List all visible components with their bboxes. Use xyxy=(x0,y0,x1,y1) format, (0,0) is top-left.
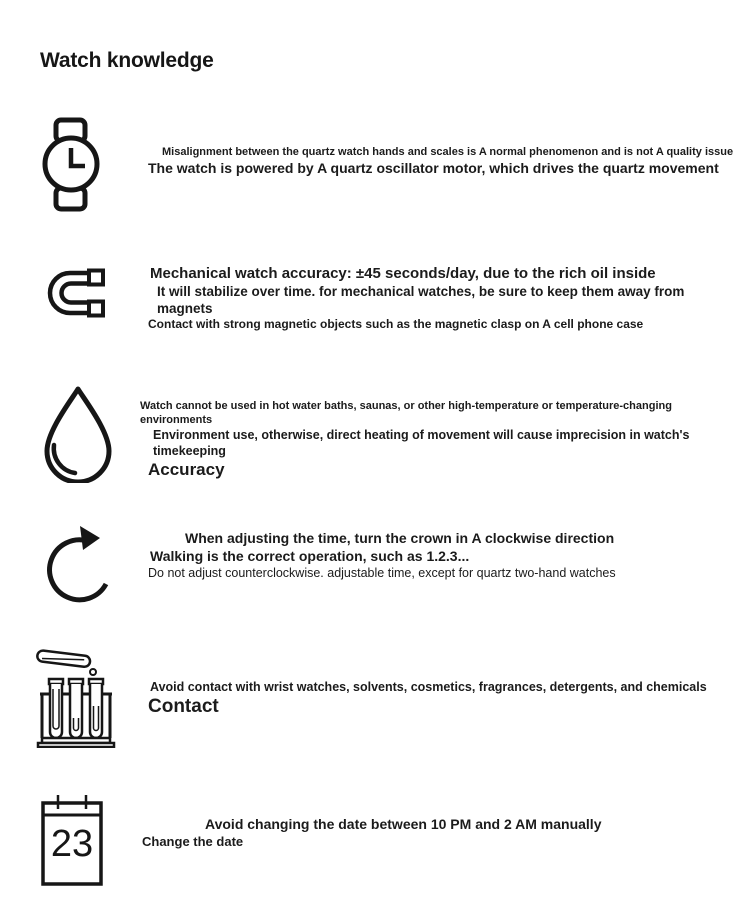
section-text xyxy=(130,529,740,581)
calendar-icon xyxy=(41,795,103,887)
page-title: Watch knowledge xyxy=(40,49,214,73)
test-tubes-icon xyxy=(34,648,118,748)
knowledge-line: Walking is the correct operation, such as 1.2.3... xyxy=(150,548,470,564)
knowledge-line: The watch is powered by A quartz oscillator motor, which drives the quartz movement xyxy=(148,160,719,176)
clockwise-arrow-icon xyxy=(42,524,112,614)
section-date-change xyxy=(0,793,750,893)
knowledge-line: Environment use, otherwise, direct heating of movement will cause imprecision in watch's timekeeping xyxy=(153,428,690,458)
knowledge-line: Watch cannot be used in hot water baths, saunas, or other high-temperature or temperature-changing environments xyxy=(140,400,672,426)
knowledge-line: Contact xyxy=(148,696,219,717)
knowledge-line: Do not adjust counterclockwise. adjustable time, except for quartz two-hand watches xyxy=(148,566,616,580)
section-text xyxy=(130,145,740,177)
knowledge-line: Avoid contact with wrist watches, solvents, cosmetics, fragrances, detergents, and chemicals xyxy=(150,680,707,694)
knowledge-line: Mechanical watch accuracy: ±45 seconds/day, due to the rich oil inside xyxy=(150,265,656,282)
section-quartz-movement xyxy=(0,117,750,237)
knowledge-line: Misalignment between the quartz watch hands and scales is A normal phenomenon and is not A quality issue xyxy=(162,146,734,158)
section-text xyxy=(130,679,740,719)
knowledge-line: It will stabilize over time. for mechanical watches, be sure to keep them away from magnets xyxy=(157,284,685,316)
knowledge-line: Avoid changing the date between 10 PM and 2 AM manually xyxy=(205,816,602,832)
section-magnetism xyxy=(0,262,750,342)
magnet-icon xyxy=(44,267,108,319)
watch-icon xyxy=(42,117,100,212)
knowledge-line: Contact with strong magnetic objects such as the magnetic clasp on A cell phone case xyxy=(148,317,644,331)
section-text xyxy=(130,264,740,332)
section-temperature-accuracy xyxy=(0,385,750,495)
section-text xyxy=(130,815,740,850)
calendar-day-number: 23 xyxy=(50,823,94,865)
knowledge-line: Accuracy xyxy=(148,460,225,479)
section-text xyxy=(130,399,740,480)
knowledge-line: When adjusting the time, turn the crown in A clockwise direction xyxy=(185,530,615,546)
knowledge-line: Change the date xyxy=(142,834,244,849)
section-chemical-contact xyxy=(0,645,750,760)
water-drop-icon xyxy=(40,385,116,483)
section-crown-adjustment xyxy=(0,524,750,624)
